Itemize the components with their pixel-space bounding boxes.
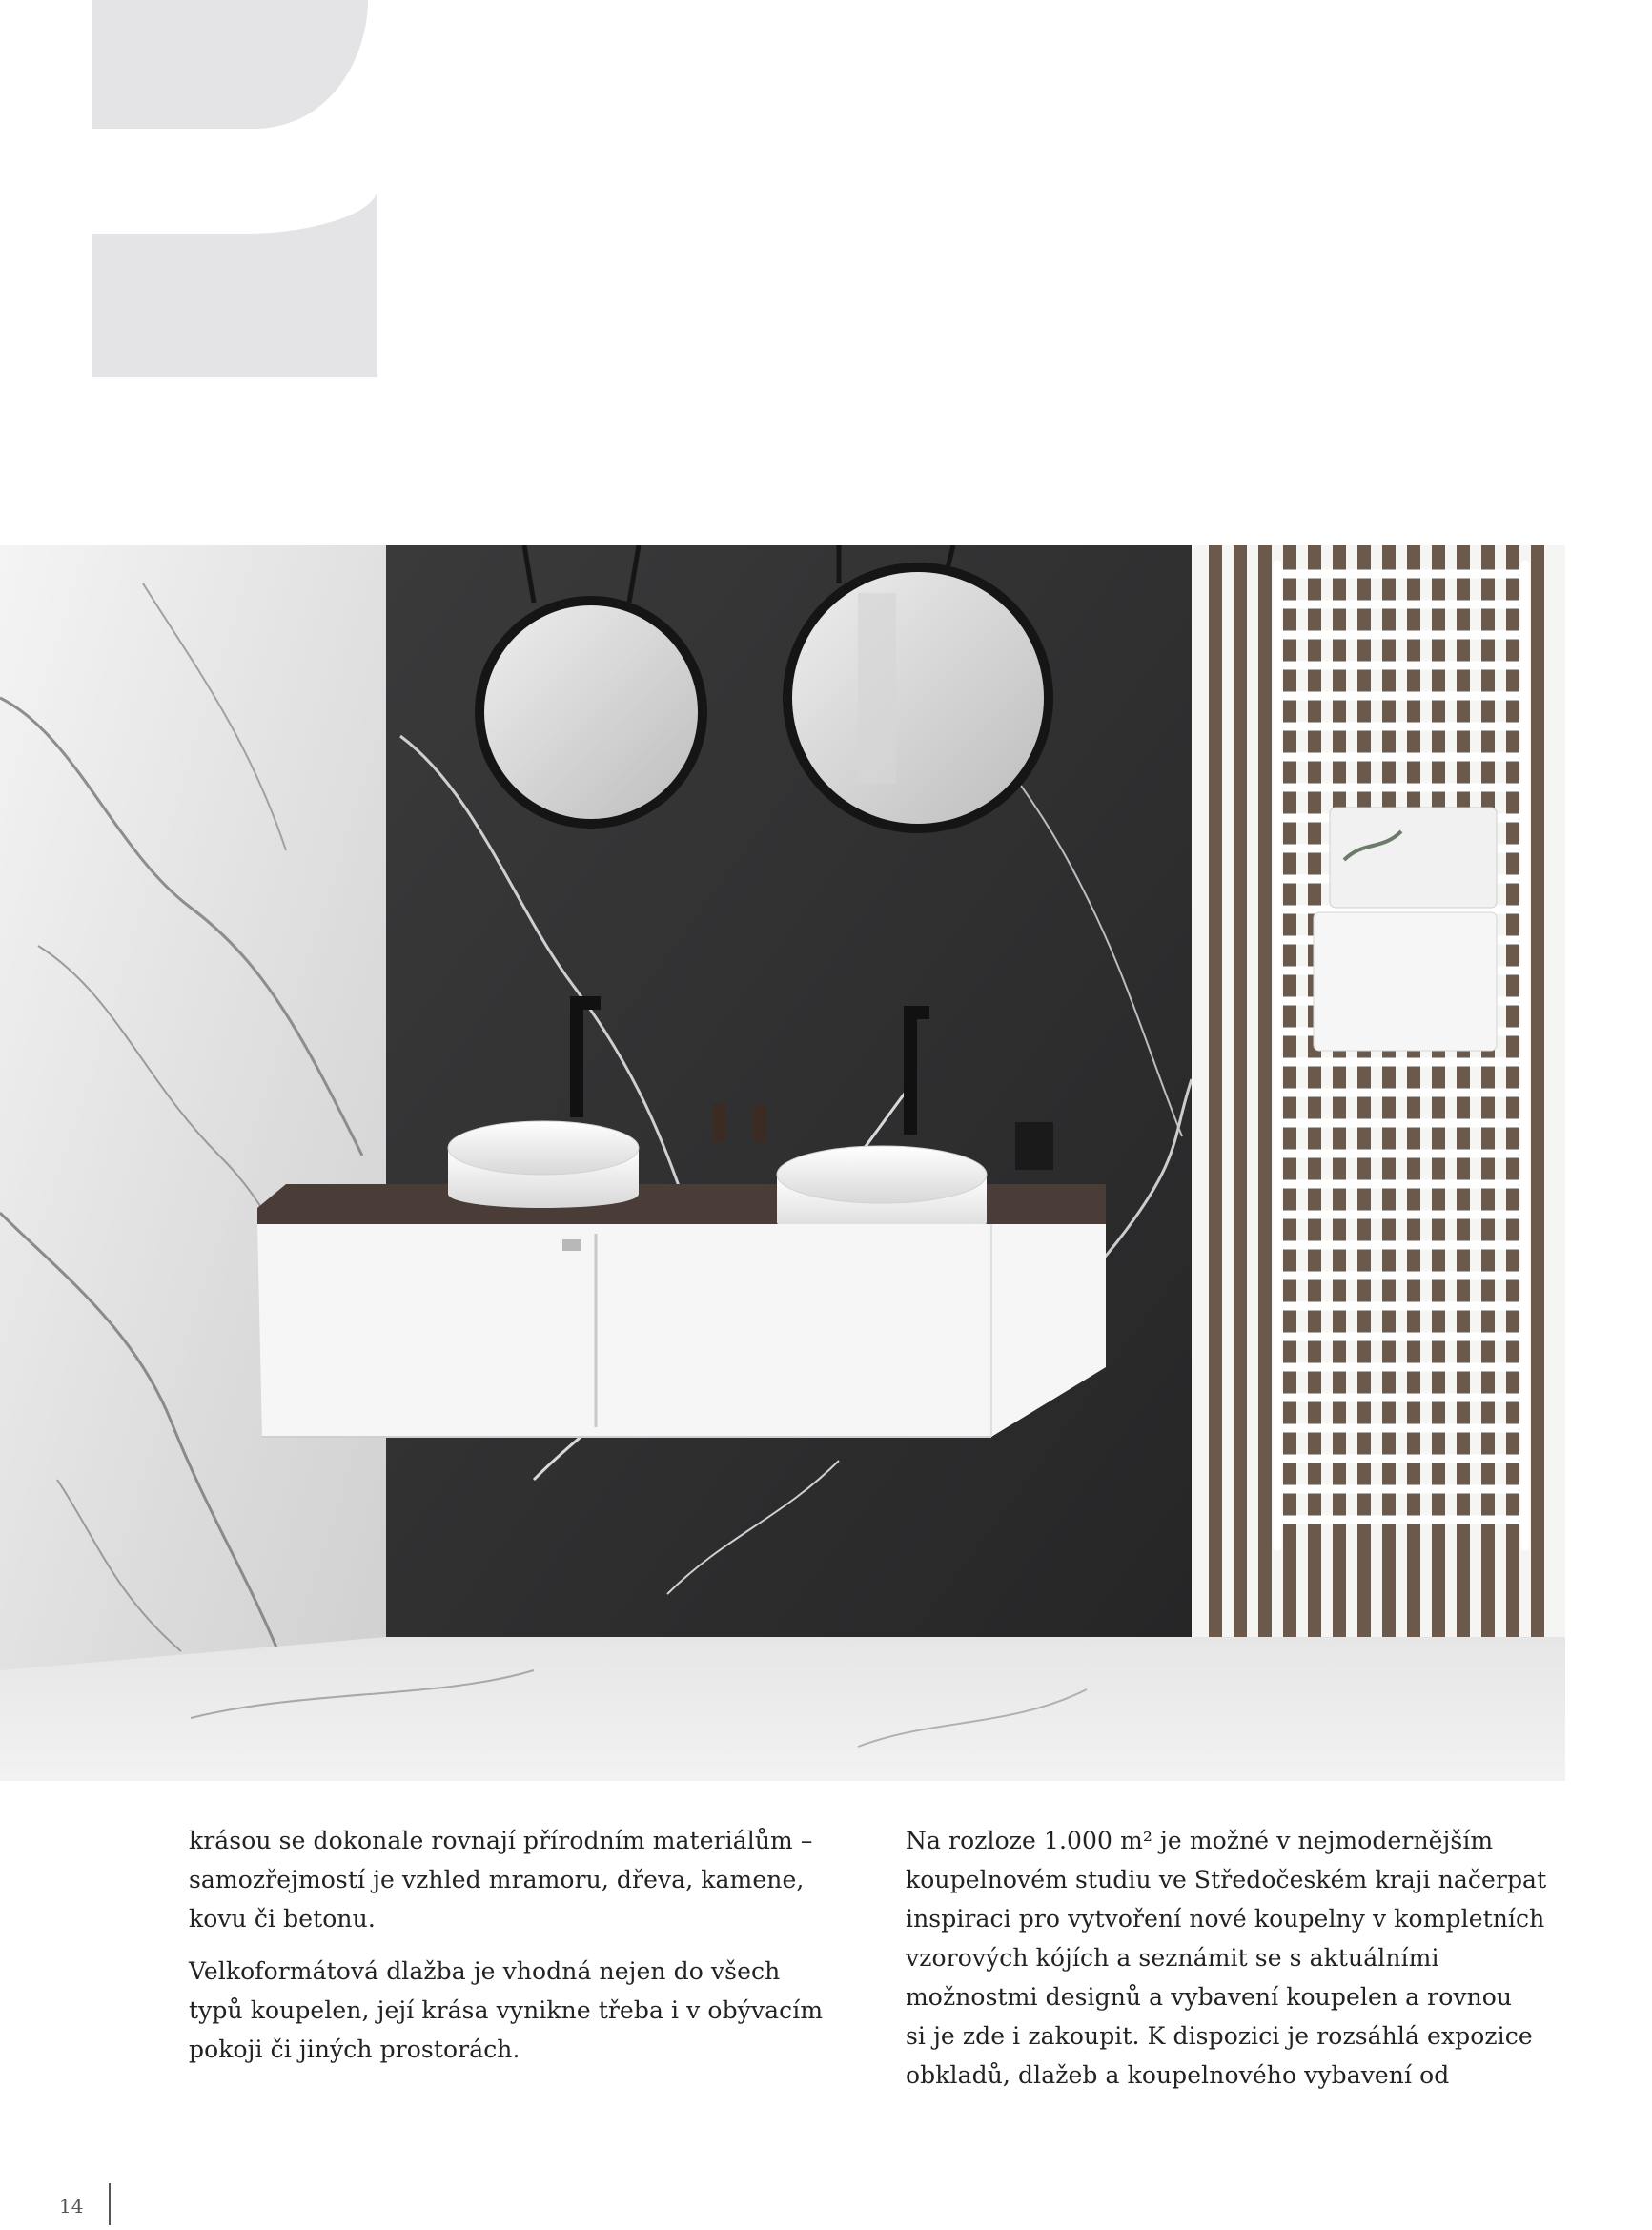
text-column-right <box>906 1821 1554 2108</box>
paragraph: Velkoformátová dlažba je vhodná nejen do všech typů koupelen, její krása vynikne třeba i v obývacím pokoji či jiných prostorách. <box>189 1957 824 2063</box>
paragraph: Na rozloze 1.000 m² je možné v nejmodernějším koupelnovém studiu ve Středočeském kraji načerpat inspiraci pro vytvoření nové koupelny v kompletních vzorových kójích a seznámit se s aktuálními možnostmi designů a vybavení koupelen a rovnou si je zde i zakoupit. K dispozici je rozsáhlá expozice obkladů, dlažeb a koupelnového vybavení od <box>906 1827 1547 2089</box>
bathroom-photo <box>0 545 1565 1781</box>
page-number-divider <box>109 2183 111 2225</box>
decorative-letter-shape <box>92 0 387 381</box>
text-column-left <box>189 1821 837 2082</box>
paragraph: krásou se dokonale rovnají přírodním materiálům – samozřejmostí je vzhled mramoru, dřeva, kamene, kovu či betonu. <box>189 1827 813 1933</box>
page-number: 14 <box>59 2195 84 2218</box>
bathroom-photo-icon <box>0 545 1565 1781</box>
